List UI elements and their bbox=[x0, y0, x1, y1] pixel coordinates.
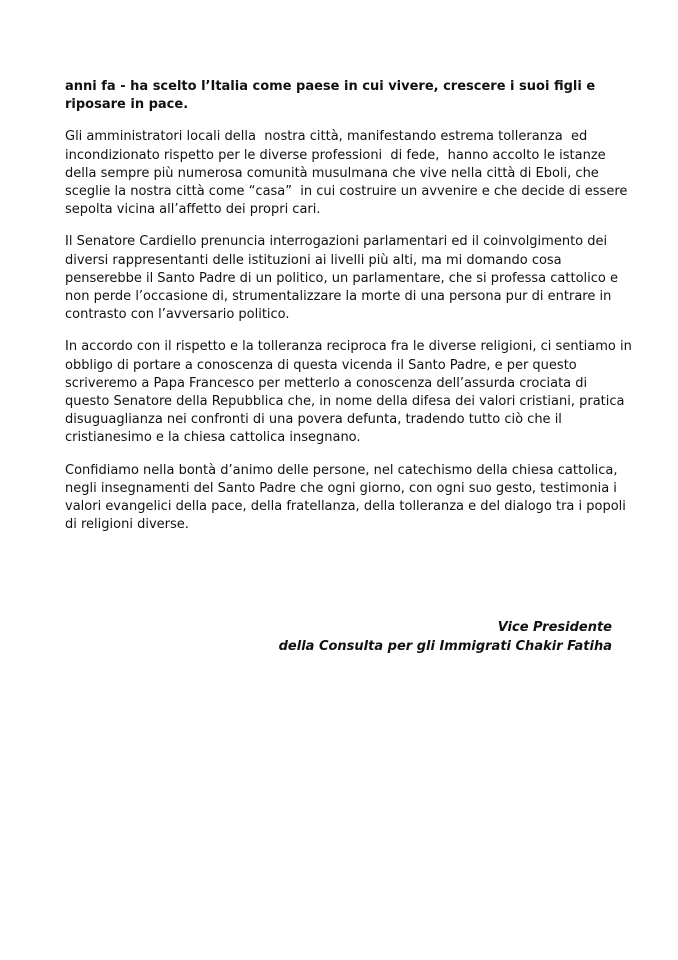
text-line: Gli amministratori locali della nostra città, manifestando estrema tolleranza ed bbox=[65, 129, 588, 145]
text-line: disuguaglianza nei confronti di una povera defunta, tradendo tutto ciò che il bbox=[65, 412, 562, 428]
text-line: obbligo di portare a conoscenza di questa vicenda il Santo Padre, e per questo bbox=[65, 357, 577, 373]
signature-title: Vice Presidente bbox=[497, 620, 612, 635]
paragraph-administrators bbox=[65, 128, 630, 219]
text-line: contrasto con l’avversario politico. bbox=[65, 307, 290, 323]
signature-block bbox=[279, 618, 612, 656]
text-line: incondizionato rispetto per le diverse professioni di fede, hanno accolto le istanze bbox=[65, 147, 606, 163]
text-line: riposare in pace. bbox=[65, 97, 189, 113]
text-line: Confidiamo nella bontà d’animo delle persone, nel catechismo della chiesa cattolica, bbox=[65, 462, 618, 478]
signature-name: della Consulta per gli Immigrati Chakir Fatiha bbox=[278, 639, 612, 654]
text-line: valori evangelici della pace, della fratellanza, della tolleranza e del dialogo tra i popoli bbox=[65, 499, 626, 515]
text-line: non perde l’occasione di, strumentalizzare la morte di una persona pur di entrare in bbox=[65, 289, 612, 305]
text-line: questo Senatore della Repubblica che, in nome della difesa dei valori cristiani, pratica bbox=[65, 394, 625, 410]
text-line: penserebbe il Santo Padre di un politico, un parlamentare, che si professa cattolico e bbox=[65, 270, 618, 286]
text-line: sepolta vicina all’affetto dei propri cari. bbox=[65, 202, 321, 218]
text-line: della sempre più numerosa comunità musulmana che vive nella città di Eboli, che bbox=[65, 165, 599, 181]
text-line: Il Senatore Cardiello prenuncia interrogazioni parlamentari ed il coinvolgimento dei bbox=[65, 234, 608, 250]
text-line: scriveremo a Papa Francesco per metterlo a conoscenza dell’assurda crociata di bbox=[65, 375, 588, 391]
paragraph-senator bbox=[65, 233, 630, 324]
paragraph-holy-father bbox=[65, 338, 630, 447]
paragraph-confidence bbox=[65, 462, 630, 535]
lead-paragraph bbox=[65, 78, 630, 114]
text-line: diversi rappresentanti delle istituzioni ai livelli più alti, ma mi domando cosa bbox=[65, 252, 562, 268]
text-line: negli insegnamenti del Santo Padre che ogni giorno, con ogni suo gesto, testimonia i bbox=[65, 480, 617, 496]
text-line: In accordo con il rispetto e la tolleranza reciproca fra le diverse religioni, ci sentiamo in bbox=[65, 339, 632, 355]
text-line: cristianesimo e la chiesa cattolica insegnano. bbox=[65, 430, 361, 446]
text-line: di religioni diverse. bbox=[65, 517, 189, 533]
text-line: anni fa - ha scelto l’Italia come paese in cui vivere, crescere i suoi figli e bbox=[65, 79, 596, 94]
document-body bbox=[65, 78, 630, 548]
text-line: sceglie la nostra città come “casa” in cui costruire un avvenire e che decide di essere bbox=[65, 184, 628, 200]
